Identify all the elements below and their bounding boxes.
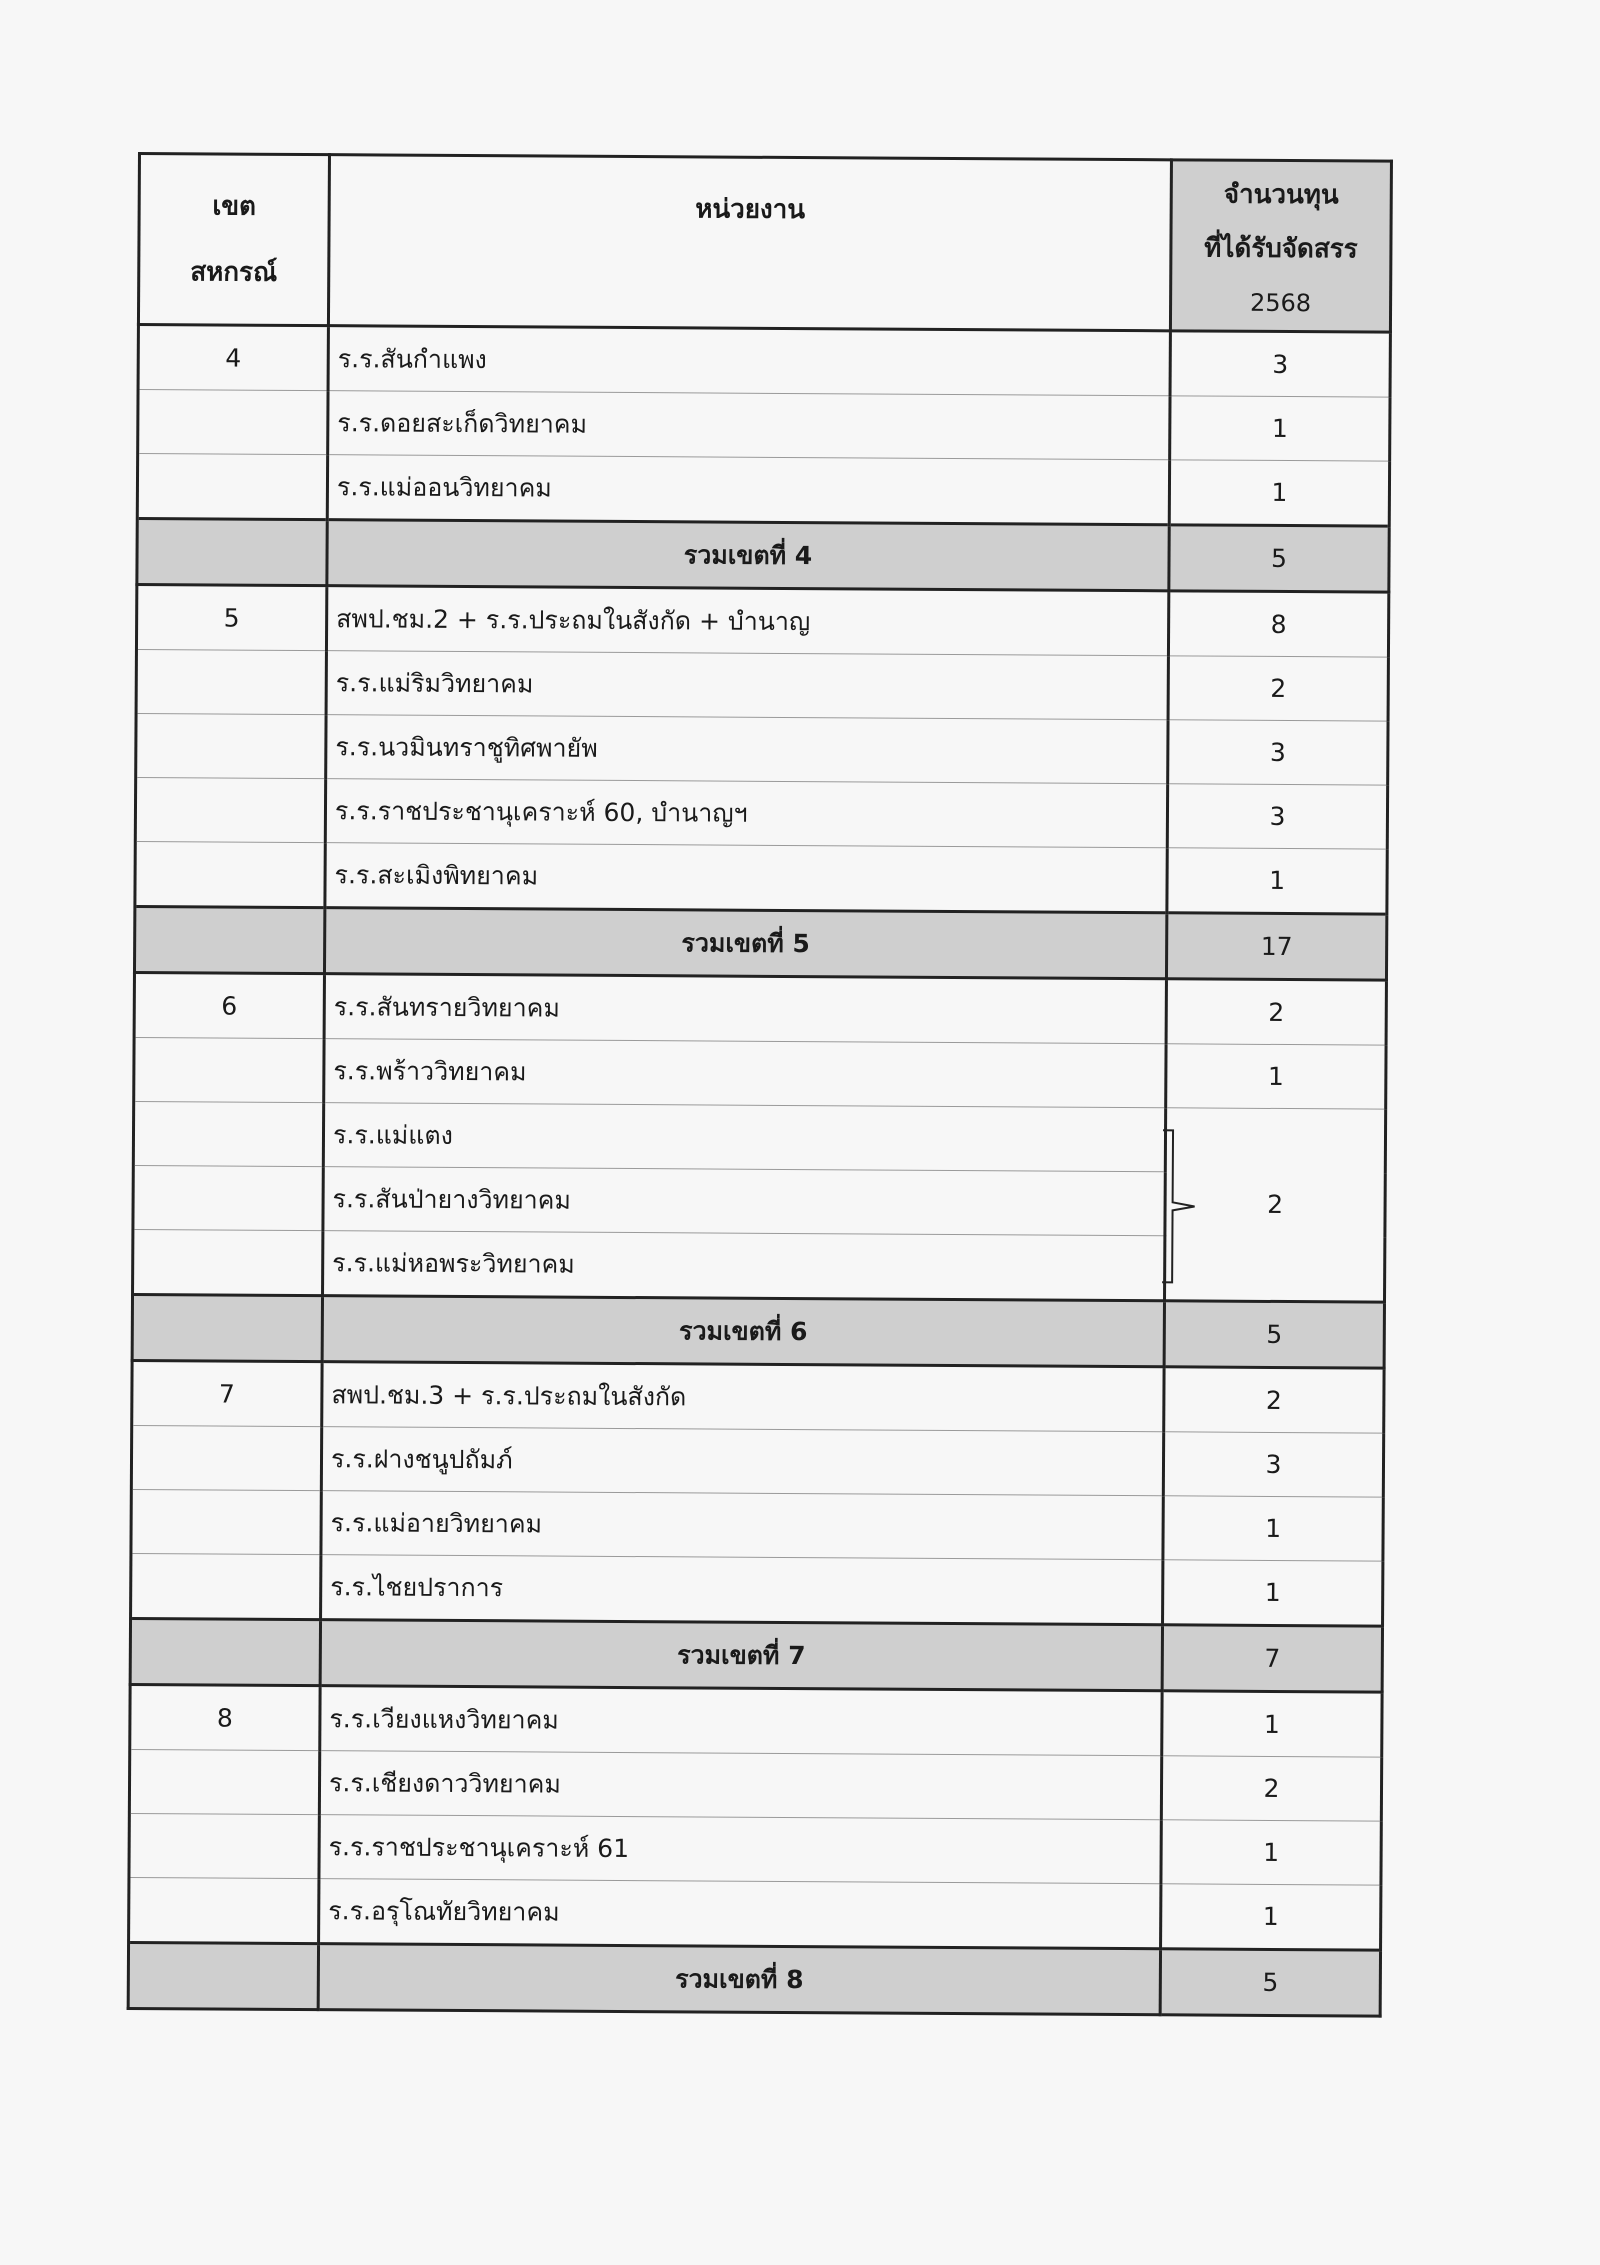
unit-cell: สพป.ชม.2 + ร.ร.ประถมในสังกัด + บำนาญ	[326, 586, 1168, 656]
total-fund: 17	[1166, 913, 1386, 980]
table-row	[131, 1425, 1383, 1497]
grouped-fund-value: 2	[1267, 1189, 1284, 1220]
table-row	[129, 1813, 1381, 1885]
zone-cell	[134, 1037, 324, 1102]
total-label: รวมเขตที่ 5	[324, 908, 1166, 979]
unit-cell: ร.ร.เชียงดาววิทยาคม	[319, 1751, 1161, 1820]
unit-cell: ร.ร.สันป่ายางวิทยาคม	[323, 1167, 1165, 1236]
table-row	[138, 390, 1390, 462]
table-row	[131, 1489, 1383, 1561]
zone-cell: 7	[132, 1360, 322, 1426]
unit-cell: ร.ร.สันทรายวิทยาคม	[324, 974, 1166, 1044]
total-label: รวมเขตที่ 7	[320, 1620, 1162, 1691]
fund-cell: 2	[1164, 1367, 1384, 1433]
fund-cell: 2	[1168, 656, 1388, 721]
unit-cell: ร.ร.แม่หอพระวิทยาคม	[323, 1231, 1165, 1301]
total-fund: 5	[1169, 525, 1389, 592]
table-row	[135, 841, 1387, 914]
header-fund	[1170, 160, 1391, 332]
unit-cell: ร.ร.แม่อายวิทยาคม	[321, 1491, 1163, 1560]
total-label: รวมเขตที่ 8	[318, 1944, 1160, 2015]
unit-cell: ร.ร.พร้าววิทยาคม	[324, 1039, 1166, 1108]
fund-cell: 1	[1161, 1884, 1381, 1950]
header-fund-line1: จำนวนทุน	[1223, 179, 1339, 211]
zone-cell: 6	[134, 972, 324, 1038]
total-zone-cell	[128, 1942, 318, 2009]
fund-cell: 1	[1167, 848, 1387, 914]
zone-total-row	[130, 1618, 1382, 1692]
zone-cell	[131, 1553, 321, 1619]
total-zone-cell	[137, 519, 327, 586]
unit-cell: ร.ร.ราชประชานุเคราะห์ 60, บำนาญฯ	[325, 779, 1167, 848]
zone-total-row	[132, 1294, 1384, 1368]
fund-cell: 1	[1169, 460, 1389, 526]
total-zone-cell	[134, 906, 324, 973]
zone-cell	[137, 454, 327, 520]
total-fund: 5	[1160, 1949, 1380, 2016]
fund-cell: 1	[1161, 1820, 1381, 1885]
header-zone-line2: สหกรณ์	[190, 257, 278, 288]
total-zone-cell	[132, 1294, 322, 1361]
zone-cell	[131, 1425, 321, 1490]
header-zone-line1: เขต	[212, 191, 257, 222]
bracket-icon	[1160, 1126, 1201, 1286]
unit-cell: ร.ร.สะเมิงพิทยาคม	[325, 843, 1167, 913]
fund-cell: 1	[1166, 1044, 1386, 1109]
table-row	[131, 1553, 1383, 1626]
table-row	[137, 454, 1389, 527]
table-row	[136, 713, 1388, 785]
unit-cell: ร.ร.ดอยสะเก็ดวิทยาคม	[328, 391, 1170, 460]
zone-cell: 4	[138, 325, 328, 391]
table-row	[136, 649, 1388, 721]
unit-cell: ร.ร.ราชประชานุเคราะห์ 61	[319, 1815, 1161, 1884]
table-row	[135, 777, 1387, 849]
total-label: รวมเขตที่ 6	[322, 1296, 1164, 1367]
table-row	[129, 1749, 1381, 1821]
table-body	[128, 325, 1390, 2017]
header-unit-label: หน่วยงาน	[695, 194, 806, 226]
grouped-fund-cell	[1165, 1108, 1386, 1302]
total-fund: 7	[1162, 1625, 1382, 1692]
fund-cell: 3	[1163, 1432, 1383, 1497]
unit-cell: ร.ร.แม่ริมวิทยาคม	[326, 651, 1168, 720]
unit-cell: ร.ร.ไชยปราการ	[321, 1555, 1163, 1625]
table-row	[138, 325, 1390, 398]
zone-cell	[133, 1165, 323, 1230]
zone-cell: 5	[136, 585, 326, 651]
zone-cell	[129, 1877, 319, 1943]
zone-cell	[133, 1101, 323, 1166]
table-row	[132, 1360, 1384, 1433]
header-zone	[138, 154, 329, 326]
total-label: รวมเขตที่ 4	[327, 520, 1169, 591]
unit-cell: ร.ร.แม่แตง	[323, 1103, 1165, 1172]
zone-total-row	[134, 906, 1386, 980]
zone-cell	[135, 841, 325, 907]
table-row	[134, 1037, 1386, 1109]
fund-cell: 2	[1161, 1756, 1381, 1821]
fund-cell: 3	[1168, 720, 1388, 785]
table-header-row	[138, 154, 1391, 333]
unit-cell: ร.ร.สันกำแพง	[328, 326, 1170, 396]
zone-cell	[135, 777, 325, 842]
total-fund: 5	[1164, 1301, 1384, 1368]
zone-total-row	[137, 519, 1389, 593]
fund-cell: 1	[1170, 396, 1390, 461]
total-zone-cell	[130, 1618, 320, 1685]
zone-cell	[136, 713, 326, 778]
zone-cell	[131, 1489, 321, 1554]
zone-cell	[136, 649, 326, 714]
fund-cell: 1	[1163, 1560, 1383, 1626]
unit-cell: ร.ร.อรุโณทัยวิทยาคม	[319, 1879, 1161, 1949]
table-row	[134, 972, 1386, 1045]
zone-cell	[129, 1813, 319, 1878]
fund-cell: 2	[1166, 979, 1386, 1045]
zone-cell	[138, 390, 328, 455]
header-fund-year: 2568	[1249, 288, 1312, 318]
fund-cell: 3	[1170, 331, 1390, 397]
fund-cell: 3	[1167, 784, 1387, 849]
fund-cell: 1	[1163, 1496, 1383, 1561]
unit-cell: ร.ร.ฝางชนูปถัมภ์	[321, 1427, 1163, 1496]
header-fund-line2: ที่ได้รับจัดสรร	[1204, 233, 1358, 265]
unit-cell: ร.ร.แม่ออนวิทยาคม	[327, 455, 1169, 525]
fund-cell: 8	[1168, 591, 1388, 657]
table-row	[129, 1877, 1381, 1950]
table-row	[130, 1684, 1382, 1757]
header-unit	[328, 155, 1171, 331]
unit-cell: ร.ร.เวียงแหงวิทยาคม	[320, 1686, 1162, 1756]
zone-cell	[133, 1229, 323, 1295]
unit-cell: สพป.ชม.3 + ร.ร.ประถมในสังกัด	[322, 1362, 1164, 1432]
zone-cell	[129, 1749, 319, 1814]
allocation-table	[127, 152, 1393, 2018]
unit-cell: ร.ร.นวมินทราชูทิศพายัพ	[326, 715, 1168, 784]
zone-total-row	[128, 1942, 1380, 2016]
fund-cell: 1	[1162, 1691, 1382, 1757]
table-row	[136, 585, 1388, 658]
table-row	[133, 1101, 1385, 1173]
zone-cell: 8	[130, 1684, 320, 1750]
